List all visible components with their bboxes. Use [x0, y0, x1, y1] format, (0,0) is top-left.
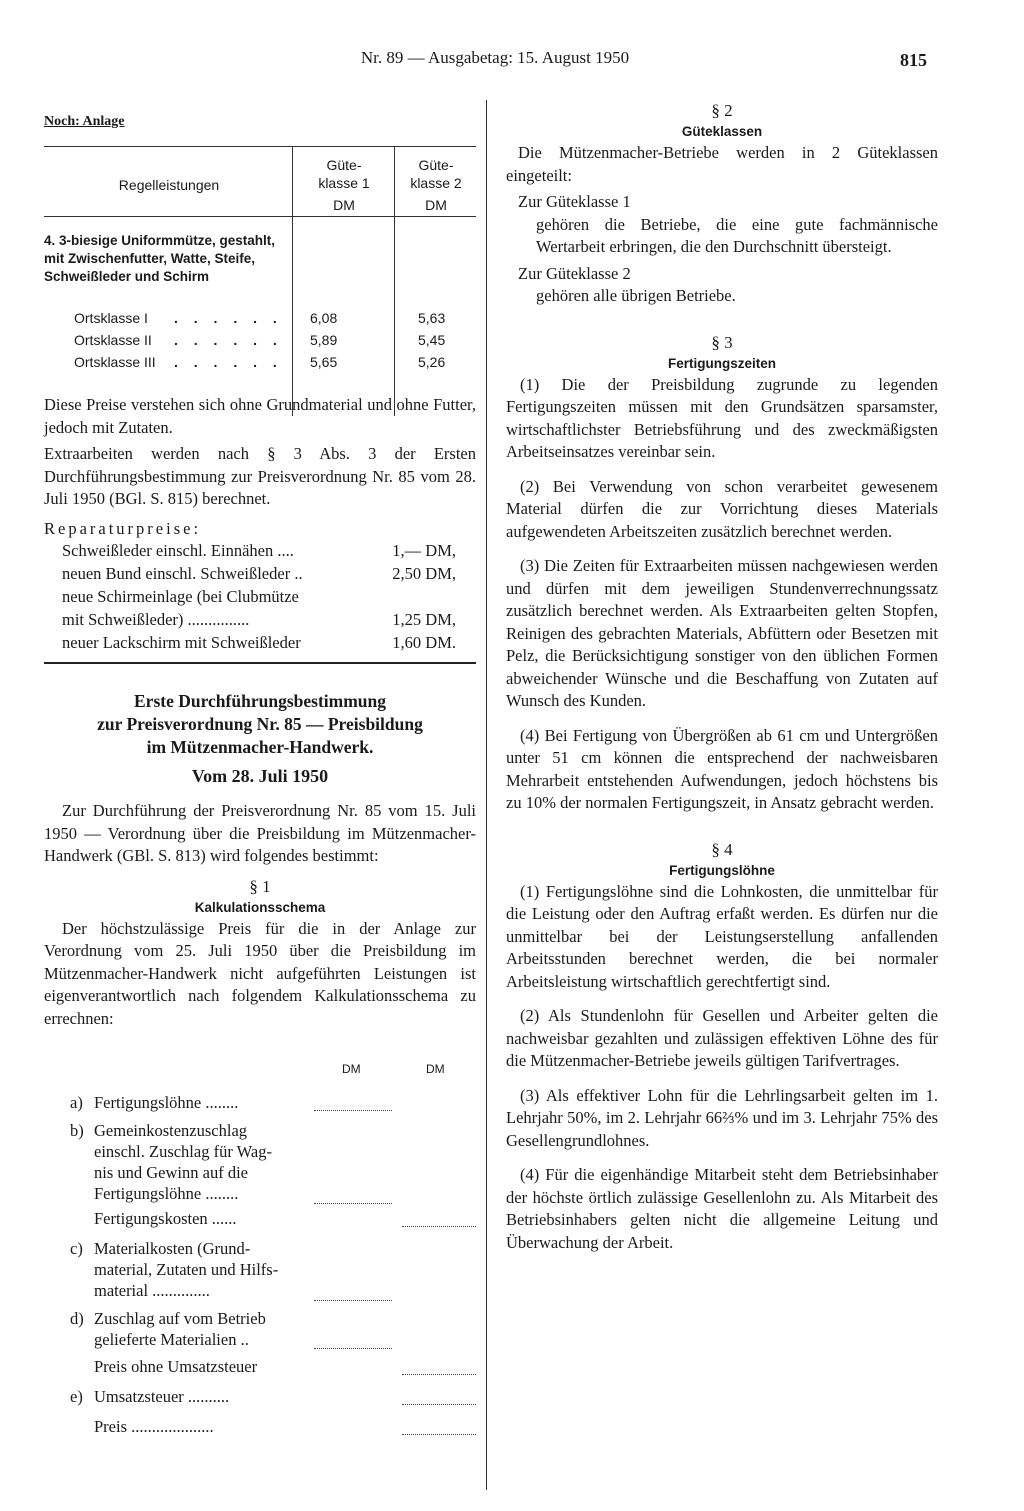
- item-price: 1,25 DM,: [392, 609, 456, 629]
- item-text: mit Schweißleder) ...............: [62, 609, 250, 629]
- table-header-rule: [44, 216, 476, 217]
- col-g1-line1: Güte-: [326, 157, 362, 173]
- kalk-text: Umsatzsteuer ..........: [94, 1387, 230, 1406]
- row-value-1: 5,65: [310, 354, 338, 370]
- kalk-fill-line: [314, 1203, 392, 1204]
- list-item: [44, 633, 476, 656]
- list-item: [44, 610, 476, 633]
- section-heading: Fertigungszeiten: [667, 355, 776, 371]
- paragraph: (4) Für die eigenhändige Mitarbeit steht dem Betriebsinhaber der höchste örtlich zulässige Gesellenlohn zu. Als Mitarbeit des Betriebsinhabers gelten nicht die allgemeine Leitung und Überwachung der Arbeit.: [506, 1165, 938, 1252]
- kalk-dm-col-2: DM: [426, 1062, 445, 1076]
- table-row: [44, 310, 476, 332]
- section-number: § 2: [711, 101, 733, 120]
- paragraph: Zur Güteklasse 2: [518, 263, 631, 283]
- noch-anlage-label: Noch: Anlage: [44, 114, 125, 129]
- kalk-fill-line: [402, 1434, 476, 1435]
- leader-dots: . . . . . .: [174, 310, 283, 326]
- section-heading: Kalkulationsschema: [194, 899, 326, 915]
- col-g2-unit: DM: [425, 197, 447, 213]
- repair-prices-title: Reparaturpreise:: [44, 519, 202, 538]
- section-number: § 3: [711, 332, 733, 352]
- paragraph: Diese Preise verstehen sich ohne Grundmaterial und ohne Futter, jedoch mit Zutaten.: [44, 395, 476, 437]
- section-heading: Fertigungslöhne: [669, 862, 775, 878]
- paragraph: Die Mützenmacher-Betriebe werden in 2 Güteklassen eingeteilt:: [506, 143, 938, 185]
- section-number: § 4: [711, 839, 733, 859]
- title-line-1: Erste Durchführungsbestimmung: [134, 691, 386, 711]
- kalk-text-line: einschl. Zuschlag für Wag-: [94, 1142, 272, 1161]
- paragraph: (2) Als Stundenlohn für Gesellen und Arbeiter gelten die nachweisbar gezahlten und zulässigen effektiven Löhne des für die Mützenmacher-Betriebe jeweils gültigen Tarifvertrages.: [506, 1006, 938, 1070]
- item-price: 2,50 DM,: [392, 563, 456, 583]
- row-value-2: 5,45: [418, 332, 446, 348]
- kalk-text: [94, 1308, 314, 1350]
- kalk-text-line: material, Zutaten und Hilfs-: [94, 1260, 279, 1279]
- kalk-letter: b): [70, 1121, 84, 1140]
- kalk-text-line: Zuschlag auf vom Betrieb: [94, 1309, 266, 1328]
- col-g1-line2: klasse 1: [318, 175, 370, 191]
- kalk-letter: e): [70, 1387, 83, 1406]
- paragraph: (3) Als effektiver Lohn für die Lehrlingsarbeit gelten im 1. Lehrjahr 50%, im 2. Lehrjahr 66⅔% und im 3. Lehrjahr 75% des Gesellengrundlohnes.: [506, 1085, 938, 1150]
- paragraph: (1) Fertigungslöhne sind die Lohnkosten, die unmittelbar für die Leistung oder den Auftrag erfaßt werden. Es dürfen nur die unmittelbar bei der Leistungserstellung anfallenden Arbeitsstunden berechnet werden, die bei normaler Arbeitsleistung wirtschaftlich gerechtfertigt sind.: [506, 881, 938, 991]
- page-header: [0, 48, 1024, 78]
- price-notes: [44, 394, 476, 511]
- paragraph: gehören alle übrigen Betriebe.: [536, 286, 736, 305]
- kalk-fill-line: [314, 1300, 392, 1301]
- repair-prices: [44, 518, 476, 656]
- paragraph: Zur Durchführung der Preisverordnung Nr. 85 vom 15. Juli 1950 — Verordnung über die Preisbildung im Mützenmacher-Handwerk (GBl. S. 813) wird folgendes bestimmt:: [44, 801, 476, 865]
- table-row: [44, 354, 476, 376]
- kalk-text: Preis ohne Umsatzsteuer: [94, 1357, 258, 1376]
- column-divider: [486, 100, 487, 1490]
- paragraph: Zur Güteklasse 1: [518, 192, 631, 211]
- title-line-2: zur Preisverordnung Nr. 85 — Preisbildung: [97, 714, 423, 734]
- col-gueteklasse-2: [396, 156, 476, 214]
- row-value-2: 5,26: [418, 354, 446, 370]
- col-g2-line2: klasse 2: [410, 175, 462, 191]
- paragraph: gehören die Betriebe, die eine gute fachmännische Wertarbeit erbringen, die den Durchschnitt übersteigt.: [536, 214, 938, 256]
- kalk-text: Fertigungslöhne ........: [94, 1093, 239, 1112]
- kalk-text-line: material ..............: [94, 1281, 210, 1300]
- row-value-1: 6,08: [310, 310, 338, 326]
- kalk-text-line: nis und Gewinn auf die: [94, 1163, 248, 1182]
- leader-dots: . . . . . .: [174, 332, 283, 348]
- paragraph: (4) Bei Fertigung von Übergrößen ab 61 cm und Untergrößen unter 51 cm können die entsprechend der nachweisbaren Mehrarbeit entstehenden Aufwendungen, jedoch höchstens bis zu 10% der normalen Fertigungszeit, in Ansatz gebracht werden.: [506, 725, 938, 812]
- kalk-dm-col-1: DM: [342, 1062, 361, 1076]
- kalk-text: Fertigungskosten ......: [94, 1209, 237, 1228]
- kalk-text-line: Gemeinkostenzuschlag: [94, 1121, 248, 1140]
- kalk-text-line: Materialkosten (Grund-: [94, 1239, 251, 1258]
- header-title: Nr. 89 — Ausgabetag: 15. August 1950: [360, 48, 630, 67]
- kalk-text-line: Fertigungslöhne ........: [94, 1184, 239, 1203]
- kalk-text: Preis ....................: [94, 1417, 214, 1436]
- kalk-letter: c): [70, 1239, 83, 1258]
- row-label: Ortsklasse I: [74, 310, 148, 326]
- item-text: neuer Lackschirm mit Schweißleder: [62, 632, 301, 652]
- page-number: 815: [900, 50, 927, 70]
- col-g1-unit: DM: [333, 197, 355, 213]
- row-label: Ortsklasse III: [74, 354, 156, 370]
- kalk-letter: a): [70, 1093, 83, 1112]
- row-value-1: 5,89: [310, 332, 338, 348]
- col-g2-line1: Güte-: [418, 157, 454, 173]
- intro-block: [44, 800, 476, 1030]
- list-item: [44, 541, 476, 564]
- title-line-3: im Mützenmacher-Handwerk.: [146, 737, 374, 757]
- paragraph: (1) Die der Preisbildung zugrunde zu legenden Fertigungszeiten müssen mit den Grundsätzen sparsamster, wirtschaftlichster Betriebsführung und des zweckmäßigsten Arbeitseinsatzes vereinbar sein.: [506, 374, 938, 461]
- row-label: Ortsklasse II: [74, 332, 152, 348]
- section-number: § 1: [249, 876, 271, 896]
- section-divider: [44, 662, 476, 664]
- kalk-text: [94, 1120, 314, 1204]
- kalk-fill-line: [314, 1348, 392, 1349]
- leader-dots: . . . . . .: [174, 354, 283, 370]
- paragraph: (2) Bei Verwendung von schon verarbeitet gewesenem Material dürfen die zur Vorrichtung dieses Materials aufgewendeten Arbeitszeiten zusätzlich berechnet werden.: [506, 476, 938, 541]
- table-row: [44, 332, 476, 354]
- paragraph: (3) Die Zeiten für Extraarbeiten müssen nachgewiesen werden und dürfen mit dem jeweiligen Stundenverrechnungssatz zusätzlich berechnet werden. Als Extraarbeiten gelten Stopfen, Reinigen des gebrachten Materials, Abfüttern oder Besetzen mit Pelz, die Berücksichtigung sonstiger von den üblichen Formen abweichender Wünsche und die Beschaffung von Zutaten auf Wunsch des Kunden.: [506, 556, 938, 710]
- item-text: neuen Bund einschl. Schweißleder ..: [62, 563, 303, 583]
- paragraph: Der höchstzulässige Preis für die in der Anlage zur Verordnung vom 25. Juli 1950 über die Preisbildung im Mützenmacher-Handwerk nicht aufgeführten Leistungen ist eigenverantwortlich nach folgendem Kalkulationsschema zu errechnen:: [44, 918, 476, 1028]
- section-heading: Güteklassen: [681, 124, 763, 139]
- kalk-text-line: gelieferte Materialien ..: [94, 1330, 249, 1349]
- list-item: [44, 564, 476, 587]
- table-top-rule: [44, 146, 476, 147]
- item-price: 1,— DM,: [392, 540, 456, 560]
- regulation-title: [44, 690, 476, 788]
- kalk-fill-line: [402, 1374, 476, 1375]
- right-column: [506, 100, 938, 1254]
- list-item: [44, 587, 476, 610]
- paragraph: Extraarbeiten werden nach § 3 Abs. 3 der Ersten Durchführungsbestimmung zur Preisverordnung Nr. 85 vom 28. Juli 1950 (BGl. S. 815) berechnet.: [44, 444, 476, 508]
- item-text: Schweißleder einschl. Einnähen ....: [62, 540, 294, 560]
- kalk-text: [94, 1238, 314, 1301]
- kalk-letter: d): [70, 1309, 84, 1328]
- table-item-heading: 4. 3-biesige Uniformmütze, gestahlt, mit Zwischenfutter, Watte, Steife, Schweißleder und Schirm: [44, 233, 276, 284]
- row-value-2: 5,63: [418, 310, 446, 326]
- item-text: neue Schirmeinlage (bei Clubmütze: [62, 586, 299, 606]
- kalk-fill-line: [402, 1226, 476, 1227]
- col-gueteklasse-1: [294, 156, 394, 214]
- kalk-fill-line: [314, 1110, 392, 1111]
- regulation-date: Vom 28. Juli 1950: [191, 766, 329, 786]
- item-price: 1,60 DM.: [392, 632, 456, 652]
- col-regelleistungen: Regelleistungen: [118, 177, 220, 193]
- kalk-fill-line: [402, 1404, 476, 1405]
